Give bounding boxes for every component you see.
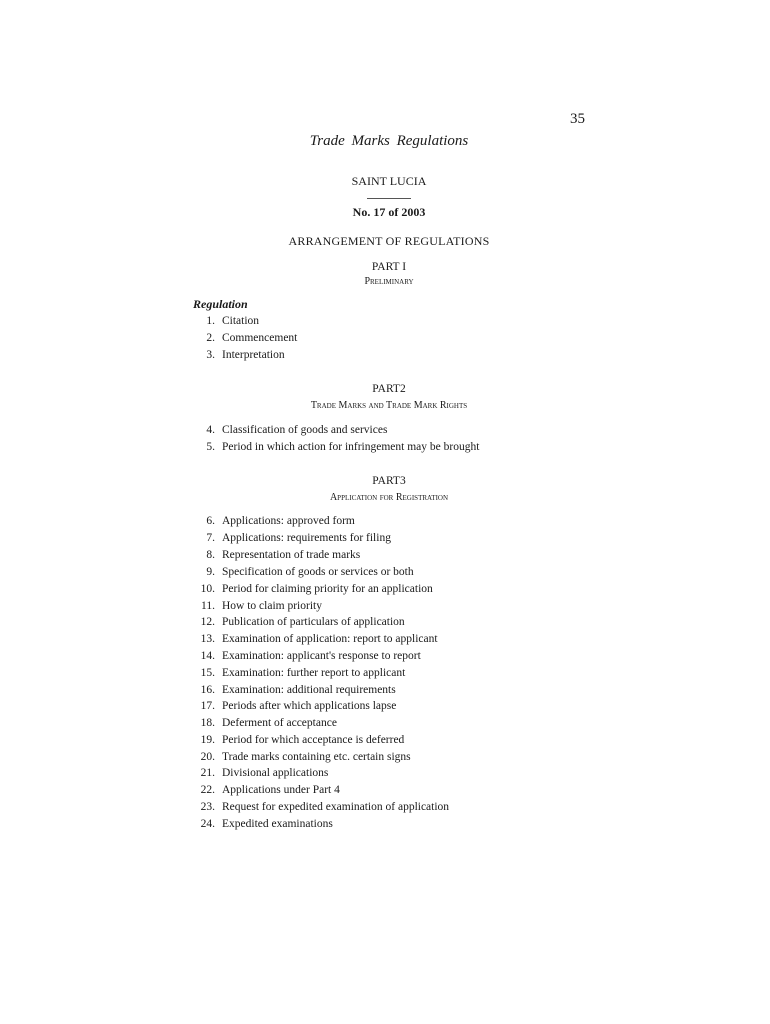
item-text: Period in which action for infringement may be brought — [222, 441, 480, 453]
list-item — [0, 566, 770, 582]
item-text: Examination of application: report to applicant — [222, 633, 438, 645]
instrument-number: No. 17 of 2003 — [352, 205, 426, 219]
item-number: 17. — [200, 700, 215, 712]
list-item — [0, 650, 770, 666]
item-number: 10. — [200, 583, 215, 595]
list-item — [0, 332, 770, 348]
list-item — [0, 784, 770, 800]
list-item — [0, 818, 770, 834]
item-number: 21. — [200, 767, 215, 779]
list-item — [0, 532, 770, 548]
item-text: Examination: further report to applicant — [222, 667, 406, 679]
list-item — [0, 734, 770, 750]
list-item — [0, 349, 770, 365]
item-number: 1. — [206, 315, 215, 327]
item-text: How to claim priority — [222, 600, 322, 612]
item-number: 12. — [200, 616, 215, 628]
item-text: Request for expedited examination of application — [222, 801, 450, 813]
item-number: 4. — [206, 424, 215, 436]
list-item — [0, 600, 770, 616]
item-number: 5. — [206, 441, 215, 453]
item-text: Applications under Part 4 — [222, 784, 340, 796]
item-text: Divisional applications — [222, 767, 329, 779]
list-item — [0, 717, 770, 733]
page-number: 35 — [570, 111, 585, 127]
item-number: 20. — [200, 751, 215, 763]
item-number: 15. — [200, 667, 215, 679]
item-text: Period for claiming priority for an application — [222, 583, 433, 595]
list-item — [0, 424, 770, 440]
part-2-label: PART2 — [372, 383, 406, 395]
arrangement-heading: ARRANGEMENT OF REGULATIONS — [288, 234, 490, 248]
item-number: 23. — [200, 801, 215, 813]
item-number: 14. — [200, 650, 215, 662]
list-item — [0, 667, 770, 683]
list-item — [0, 441, 770, 457]
part-1-heading: Preliminary — [364, 276, 414, 287]
country-heading: SAINT LUCIA — [351, 174, 427, 188]
item-number: 24. — [200, 818, 215, 830]
item-number: 19. — [200, 734, 215, 746]
part-2-heading: Trade Marks and Trade Mark Rights — [310, 400, 468, 411]
list-item — [0, 801, 770, 817]
item-text: Commencement — [222, 332, 298, 344]
list-item — [0, 583, 770, 599]
item-text: Publication of particulars of application — [222, 616, 405, 628]
item-text: Trade marks containing etc. certain signs — [222, 751, 411, 763]
item-number: 2. — [206, 332, 215, 344]
list-item — [0, 751, 770, 767]
item-text: Deferment of acceptance — [222, 717, 337, 729]
item-number: 22. — [200, 784, 215, 796]
list-item — [0, 315, 770, 331]
item-number: 18. — [200, 717, 215, 729]
list-item — [0, 767, 770, 783]
item-text: Applications: approved form — [222, 515, 355, 527]
item-text: Specification of goods or services or both — [222, 566, 414, 578]
item-text: Representation of trade marks — [222, 549, 361, 561]
item-text: Interpretation — [222, 349, 285, 361]
list-item — [0, 684, 770, 700]
item-number: 13. — [200, 633, 215, 645]
part-1-label: PART I — [371, 261, 407, 273]
list-item — [0, 515, 770, 531]
item-text: Period for which acceptance is deferred — [222, 734, 405, 746]
item-number: 7. — [206, 532, 215, 544]
item-number: 9. — [206, 566, 215, 578]
item-number: 3. — [206, 349, 215, 361]
item-text: Citation — [222, 315, 260, 327]
item-number: 11. — [201, 600, 215, 612]
list-item — [0, 633, 770, 649]
list-item — [0, 700, 770, 716]
list-item — [0, 616, 770, 632]
item-number: 8. — [206, 549, 215, 561]
item-text: Expedited examinations — [222, 818, 333, 830]
document-title: Trade Marks Regulations — [309, 133, 469, 149]
divider-rule — [367, 198, 411, 199]
item-text: Classification of goods and services — [222, 424, 388, 436]
part-3-heading: Application for Registration — [329, 492, 449, 503]
regulation-column-label: Regulation — [193, 297, 248, 311]
item-number: 6. — [206, 515, 215, 527]
part-3-label: PART3 — [372, 475, 406, 487]
item-text: Examination: additional requirements — [222, 684, 396, 696]
item-text: Examination: applicant's response to report — [222, 650, 421, 662]
list-item — [0, 549, 770, 565]
item-text: Applications: requirements for filing — [222, 532, 391, 544]
item-number: 16. — [200, 684, 215, 696]
item-text: Periods after which applications lapse — [222, 700, 397, 712]
